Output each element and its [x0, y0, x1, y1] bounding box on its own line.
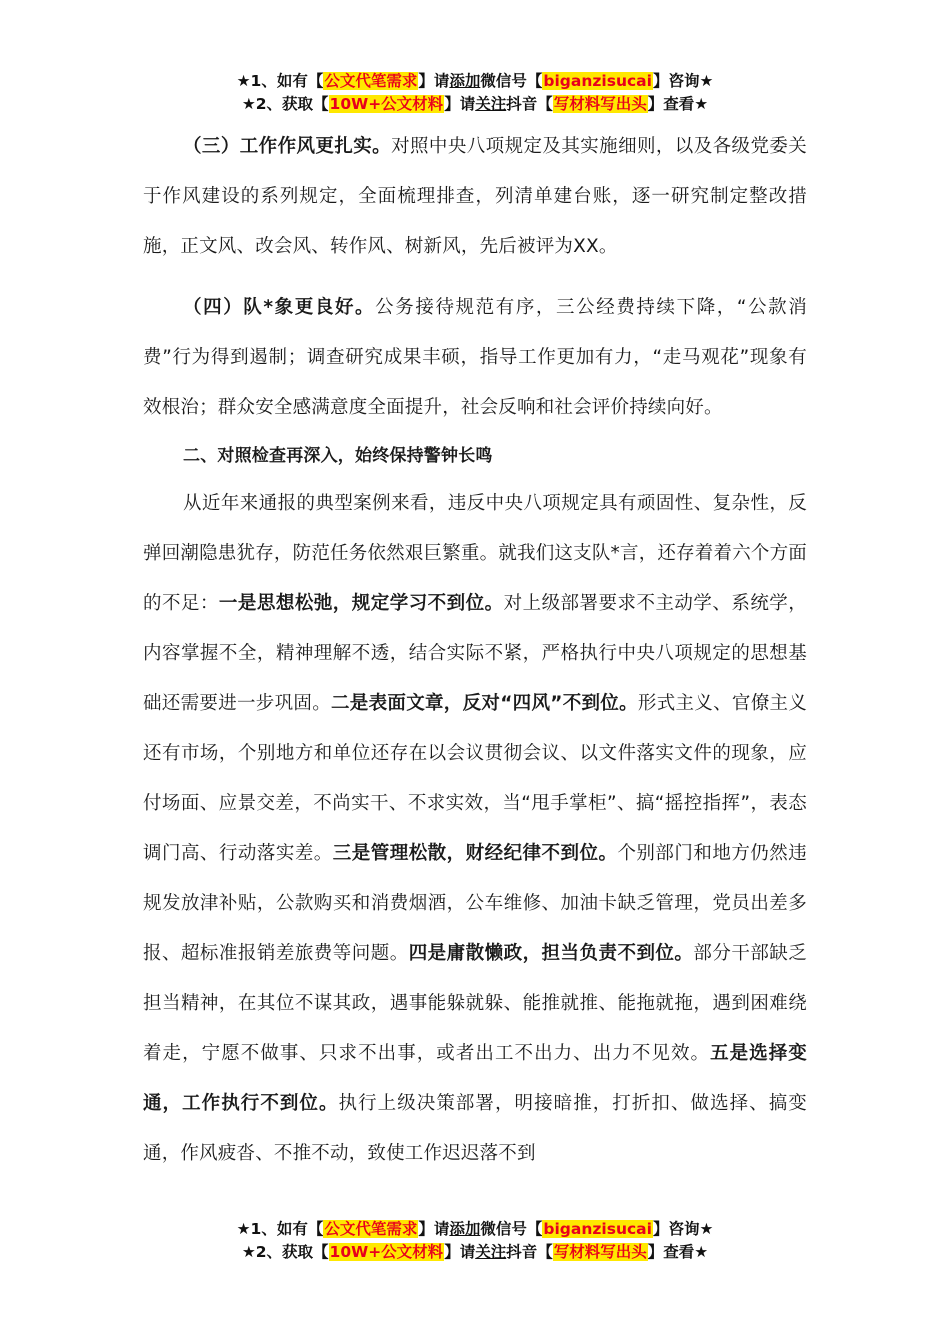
section-heading: 二、对照检查再深入，始终保持警钟长鸣 [183, 446, 493, 466]
highlight-wechat-id: biganzisucai [543, 72, 652, 90]
document-body [143, 122, 807, 1179]
highlight-douyin: 写材料写出头 [553, 1243, 647, 1261]
paragraph-lead: （三）工作作风更扎实。 [183, 136, 392, 157]
highlight-materials: 10W+公文材料 [329, 1243, 444, 1261]
highlight-service: 公文代笔需求 [324, 1220, 418, 1238]
highlight-materials: 10W+公文材料 [329, 95, 444, 113]
paragraph-team-image: （四）队*象更良好。公务接待规范有序，三公经费持续下降，“公款消费”行为得到遏制；调查研究成果丰硕，指导工作更加有力，“走马观花”现象有效根治；群众安全感满意度全面提升，社会反响和社会评价持续向好。 [143, 297, 807, 418]
banner-line-2: ★2、获取【10W+公文材料】请关注抖音【写材料写出头】查看★ [241, 1243, 709, 1261]
paragraph-work-style: （三）工作作风更扎实。对照中央八项规定及其实施细则，以及各级党委关于作风建设的系列规定，全面梳理排查，列清单建台账，逐一研究制定整改措施，正文风、改会风、转作风、树新风，先后被评为XX。 [143, 136, 808, 257]
highlight-service: 公文代笔需求 [324, 72, 418, 90]
header-banner [0, 70, 950, 116]
banner-line-2: ★2、获取【10W+公文材料】请关注抖音【写材料写出头】查看★ [241, 95, 709, 113]
highlight-douyin: 写材料写出头 [553, 95, 647, 113]
banner-line-1: ★1、如有【公文代笔需求】请添加微信号【biganzisucai】咨询★ [236, 1220, 714, 1238]
paragraph-lead: （四）队*象更良好。 [183, 297, 376, 318]
paragraph-shortcomings: 从近年来通报的典型案例来看，违反中央八项规定具有顽固性、复杂性，反弹回潮隐患犹存，防范任务依然艰巨繁重。就我们这支队*言，还存着着六个方面的不足：一是思想松弛，规定学习不到位。对上级部署要求不主动学、系统学，内容掌握不全，精神理解不透，结合实际不紧，严格执行中央八项规定的思想基础还需要进一步巩固。二是表面文章，反对“四风”不到位。形式主义、官僚主义还有市场，个别地方和单位还存在以会议贯彻会议、以文件落实文件的现象，应付场面、应景交差，不尚实干、不求实效，当“甩手掌柜”、搞“摇控指挥”，表态调门高、行动落实差。三是管理松散，财经纪律不到位。个别部门和地方仍然违规发放津补贴，公款购买和消费烟酒，公车维修、加油卡缺乏管理，党员出差多报、超标准报销差旅费等问题。四是庸散懒政，担当负责不到位。部分干部缺乏担当精神，在其位不谋其政，遇事能躲就躲、能推就推、能拖就拖，遇到困难绕着走，宁愿不做事、只求不出事，或者出工不出力、出力不见效。五是选择变通，工作执行不到位。执行上级决策部署，明接暗推，打折扣、做选择、搞变通，作风疲沓、不推不动，致使工作迟迟落不到 [143, 493, 807, 1164]
banner-line-1: ★1、如有【公文代笔需求】请添加微信号【biganzisucai】咨询★ [236, 72, 714, 90]
highlight-wechat-id: biganzisucai [543, 1220, 652, 1238]
footer-banner [0, 1218, 950, 1264]
